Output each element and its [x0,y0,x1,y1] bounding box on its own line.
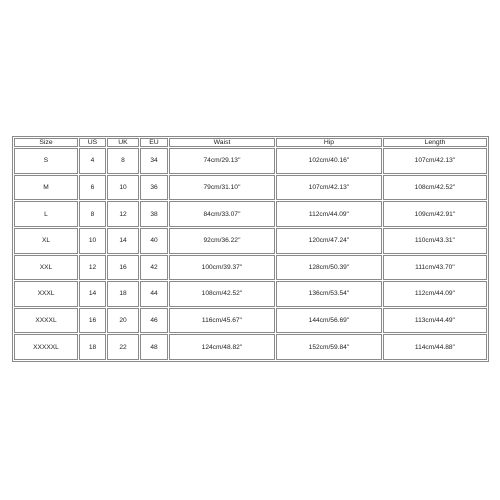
cell-length: 114cm/44.88'' [383,334,487,360]
cell-size: XL [14,228,78,254]
cell-size: S [14,148,78,174]
cell-waist: 100cm/39.37'' [169,255,275,281]
cell-hip: 107cm/42.13'' [276,175,382,201]
size-chart-body [14,148,487,360]
cell-length: 113cm/44.49'' [383,308,487,334]
cell-eu: 34 [140,148,168,174]
header-us: US [79,138,106,147]
cell-length: 110cm/43.31'' [383,228,487,254]
table-row [14,334,487,360]
cell-length: 108cm/42.52'' [383,175,487,201]
size-chart-container [12,136,488,362]
cell-waist: 84cm/33.07'' [169,201,275,227]
cell-hip: 144cm/56.69'' [276,308,382,334]
cell-us: 12 [79,255,106,281]
cell-us: 8 [79,201,106,227]
table-row [14,308,487,334]
cell-uk: 18 [107,281,139,307]
cell-hip: 136cm/53.54'' [276,281,382,307]
cell-eu: 48 [140,334,168,360]
cell-waist: 79cm/31.10'' [169,175,275,201]
cell-length: 112cm/44.09'' [383,281,487,307]
table-row [14,255,487,281]
header-size: Size [14,138,78,147]
cell-waist: 74cm/29.13'' [169,148,275,174]
table-row [14,148,487,174]
cell-size: M [14,175,78,201]
cell-us: 18 [79,334,106,360]
cell-hip: 120cm/47.24'' [276,228,382,254]
cell-us: 6 [79,175,106,201]
cell-uk: 8 [107,148,139,174]
cell-uk: 14 [107,228,139,254]
cell-eu: 38 [140,201,168,227]
table-row [14,201,487,227]
header-hip: Hip [276,138,382,147]
cell-uk: 10 [107,175,139,201]
cell-length: 109cm/42.91'' [383,201,487,227]
cell-uk: 12 [107,201,139,227]
cell-hip: 152cm/59.84'' [276,334,382,360]
cell-eu: 42 [140,255,168,281]
cell-length: 107cm/42.13'' [383,148,487,174]
cell-size: XXXXL [14,308,78,334]
cell-uk: 16 [107,255,139,281]
table-row [14,281,487,307]
size-chart-table [12,136,489,362]
cell-hip: 102cm/40.16'' [276,148,382,174]
cell-waist: 124cm/48.82'' [169,334,275,360]
cell-hip: 112cm/44.09'' [276,201,382,227]
cell-eu: 36 [140,175,168,201]
cell-uk: 22 [107,334,139,360]
cell-hip: 128cm/50.39'' [276,255,382,281]
cell-size: L [14,201,78,227]
table-row [14,175,487,201]
cell-waist: 108cm/42.52'' [169,281,275,307]
cell-size: XXXXXL [14,334,78,360]
cell-us: 10 [79,228,106,254]
cell-waist: 116cm/45.67'' [169,308,275,334]
cell-eu: 46 [140,308,168,334]
header-waist: Waist [169,138,275,147]
cell-us: 14 [79,281,106,307]
cell-uk: 20 [107,308,139,334]
cell-us: 16 [79,308,106,334]
cell-eu: 40 [140,228,168,254]
header-eu: EU [140,138,168,147]
cell-length: 111cm/43.70'' [383,255,487,281]
header-uk: UK [107,138,139,147]
cell-size: XXL [14,255,78,281]
table-row [14,228,487,254]
header-length: Length [383,138,487,147]
cell-waist: 92cm/36.22'' [169,228,275,254]
cell-us: 4 [79,148,106,174]
cell-eu: 44 [140,281,168,307]
header-row [14,138,487,147]
cell-size: XXXL [14,281,78,307]
